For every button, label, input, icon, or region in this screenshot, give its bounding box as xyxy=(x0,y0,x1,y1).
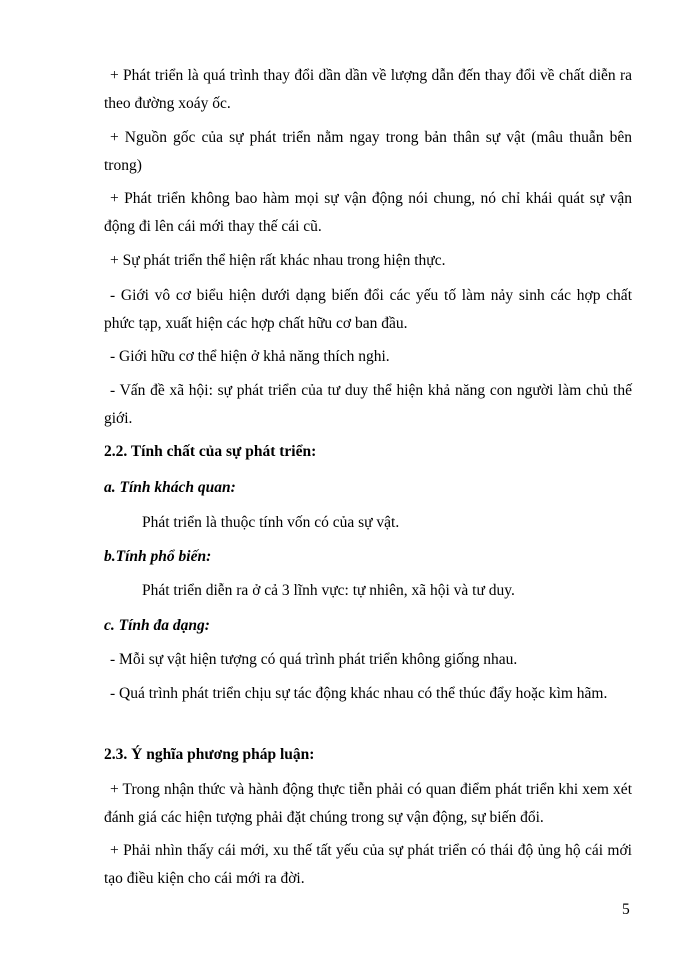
subheading-objectivity: a. Tính khách quan: xyxy=(104,479,236,496)
section-heading-properties: 2.2. Tính chất của sự phát triển: xyxy=(104,443,317,460)
paragraph-development-reality: + Sự phát triển thể hiện rất khác nhau trong hiện thực. xyxy=(110,252,446,269)
paragraph-development-scope: + Phát triển không bao hàm mọi sự vận động nói chung, nó chỉ khái quát sự vận động đi lên cái mới thay thế cái cũ. xyxy=(104,190,632,235)
text-diversity-item-1: - Mỗi sự vật hiện tượng có quá trình phát triển không giống nhau. xyxy=(110,651,518,668)
text-objectivity: Phát triển là thuộc tính vốn có của sự vật. xyxy=(142,514,400,531)
section-heading-methodology: 2.3. Ý nghĩa phương pháp luận: xyxy=(104,746,315,763)
text-universality: Phát triển diễn ra ở cả 3 lĩnh vực: tự nhiên, xã hội và tư duy. xyxy=(142,582,515,599)
paragraph-development-source: + Nguồn gốc của sự phát triển nằm ngay trong bản thân sự vật (mâu thuẫn bên trong) xyxy=(104,129,632,174)
paragraph-organic-world: - Giới hữu cơ thể hiện ở khả năng thích nghi. xyxy=(110,348,390,365)
subheading-universality: b.Tính phổ biến: xyxy=(104,548,212,565)
paragraph-inorganic-world: - Giới vô cơ biểu hiện dưới dạng biến đổi các yếu tố làm nảy sinh các hợp chất phức tạp, xuất hiện các hợp chất hữu cơ ban đầu. xyxy=(104,287,632,332)
page-number: 5 xyxy=(622,901,630,918)
subheading-diversity: c. Tính đa dạng: xyxy=(104,617,210,634)
paragraph-methodology-2: + Phải nhìn thấy cái mới, xu thế tất yếu của sự phát triển có thái độ ủng hộ cái mới tạo điều kiện cho cái mới ra đời. xyxy=(104,842,632,887)
paragraph-methodology-1: + Trong nhận thức và hành động thực tiễn phải có quan điểm phát triển khi xem xét đánh giá các hiện tượng phải đặt chúng trong sự vận động, sự biến đổi. xyxy=(104,781,632,826)
paragraph-social-issue: - Vấn đề xã hội: sự phát triển của tư duy thể hiện khả năng con người làm chủ thế giới. xyxy=(104,382,632,427)
text-diversity-item-2: - Quá trình phát triển chịu sự tác động khác nhau có thể thúc đẩy hoặc kìm hãm. xyxy=(110,685,608,702)
paragraph-development-definition: + Phát triển là quá trình thay đổi dần dần về lượng dẫn đến thay đổi về chất diễn ra theo đường xoáy ốc. xyxy=(104,67,632,112)
